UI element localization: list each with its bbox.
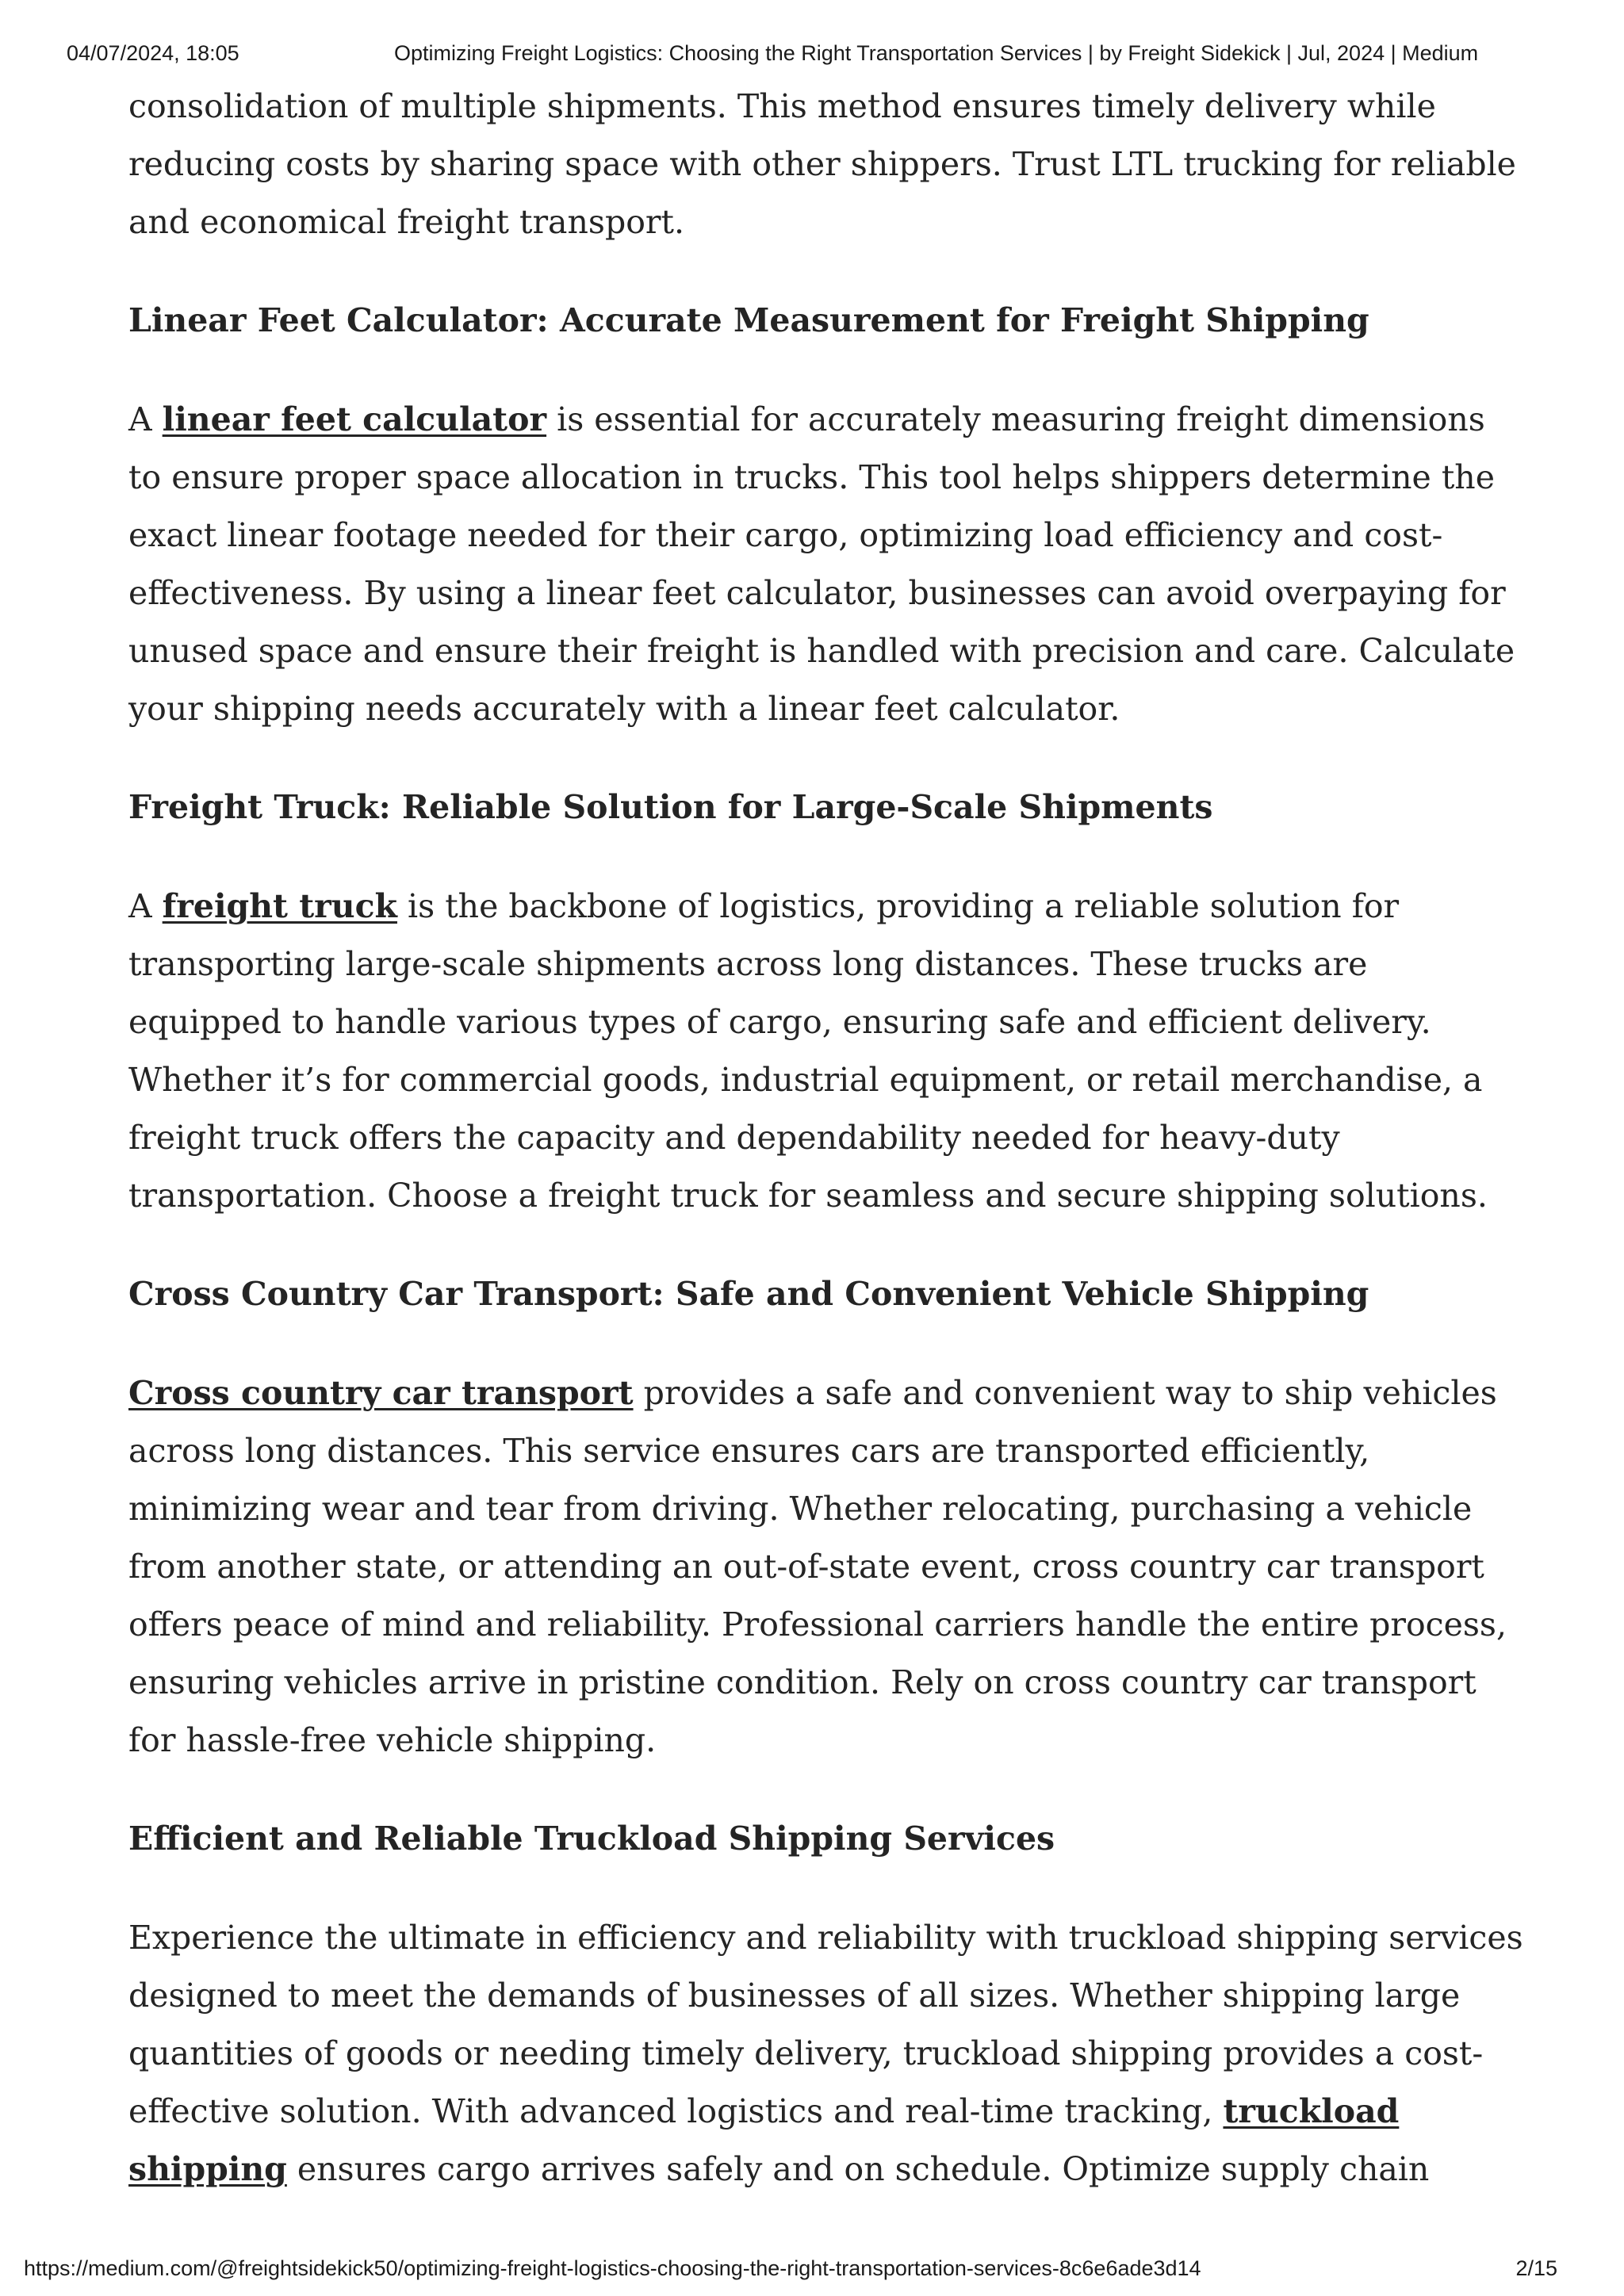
section-paragraph-freight-truck [128,878,1524,1225]
print-url: https://medium.com/@freightsidekick50/optimizing-freight-logistics-choosing-the-right-transportation-services-8c6e6ade3d14 [24,2256,1201,2280]
section-heading-freight-truck: Freight Truck: Reliable Solution for Large-Scale Shipments [128,788,1213,826]
link-cross-country-car-transport[interactable]: Cross country car transport [128,1374,634,1412]
print-date: 04/07/2024, 18:05 [67,41,239,65]
paragraph-text: A [128,887,163,925]
paragraph-text: A [128,400,163,438]
paragraph-text: is essential for accurately measuring freight dimensions to ensure proper space allocation in trucks. This tool helps shippers determine the exact linear footage needed for their cargo, optimizing load efficiency and cost-effectiveness. By using a linear feet calculator, businesses can avoid overpaying for unused space and ensure their freight is handled with precision and care. Calculate your shipping needs accurately with a linear feet calculator. [128,400,1515,728]
paragraph-text: ensures cargo arrives safely and on schedule. Optimize supply chain [286,2150,1430,2188]
continued-paragraph: consolidation of multiple shipments. This method ensures timely delivery while reducing costs by sharing space with other shippers. Trust LTL trucking for reliable and economical freight transport. [128,87,1516,241]
section-paragraph-truckload [128,1909,1524,2198]
link-freight-truck[interactable]: freight truck [162,887,397,925]
print-page-title: Optimizing Freight Logistics: Choosing the Right Transportation Services | by Freight Sidekick | Jul, 2024 | Medium [394,41,1479,65]
page-number: 2/15 [1515,2256,1557,2280]
print-header [67,41,1557,73]
paragraph-text: provides a safe and convenient way to ship vehicles across long distances. This service ensures cars are transported efficiently, minimizing wear and tear from driving. Whether relocating, purchasing a vehicle from another state, or attending an out-of-state event, cross country car transport offers peace of mind and reliability. Professional carriers handle the entire process, ensuring vehicles arrive in pristine condition. Rely on cross country car transport for hassle-free vehicle shipping. [128,1374,1507,1759]
section-heading-car-transport: Cross Country Car Transport: Safe and Convenient Vehicle Shipping [128,1275,1369,1313]
article-body [128,78,1524,2239]
section-heading-truckload: Efficient and Reliable Truckload Shipping Services [128,1820,1055,1858]
paragraph-text: Experience the ultimate in efficiency and reliability with truckload shipping services designed to meet the demands of businesses of all sizes. Whether shipping large quantities of goods or needing timely delivery, truckload shipping provides a cost-effective solution. With advanced logistics and real-time tracking, [128,1919,1523,2130]
link-truckload-shipping[interactable]: truckload shipping [128,2092,1400,2188]
paragraph-text: is the backbone of logistics, providing a reliable solution for transporting large-scale shipments across long distances. These trucks are equipped to handle various types of cargo, ensuring safe and efficient delivery. Whether it’s for commercial goods, industrial equipment, or retail merchandise, a freight truck offers the capacity and dependability needed for heavy-duty transportation. Choose a freight truck for seamless and secure shipping solutions. [128,887,1488,1215]
print-footer [0,2256,1624,2288]
section-paragraph-car-transport [128,1364,1524,1770]
section-paragraph-linear-feet [128,391,1524,738]
link-linear-feet-calculator[interactable]: linear feet calculator [162,400,547,438]
section-heading-linear-feet: Linear Feet Calculator: Accurate Measurement for Freight Shipping [128,301,1369,339]
